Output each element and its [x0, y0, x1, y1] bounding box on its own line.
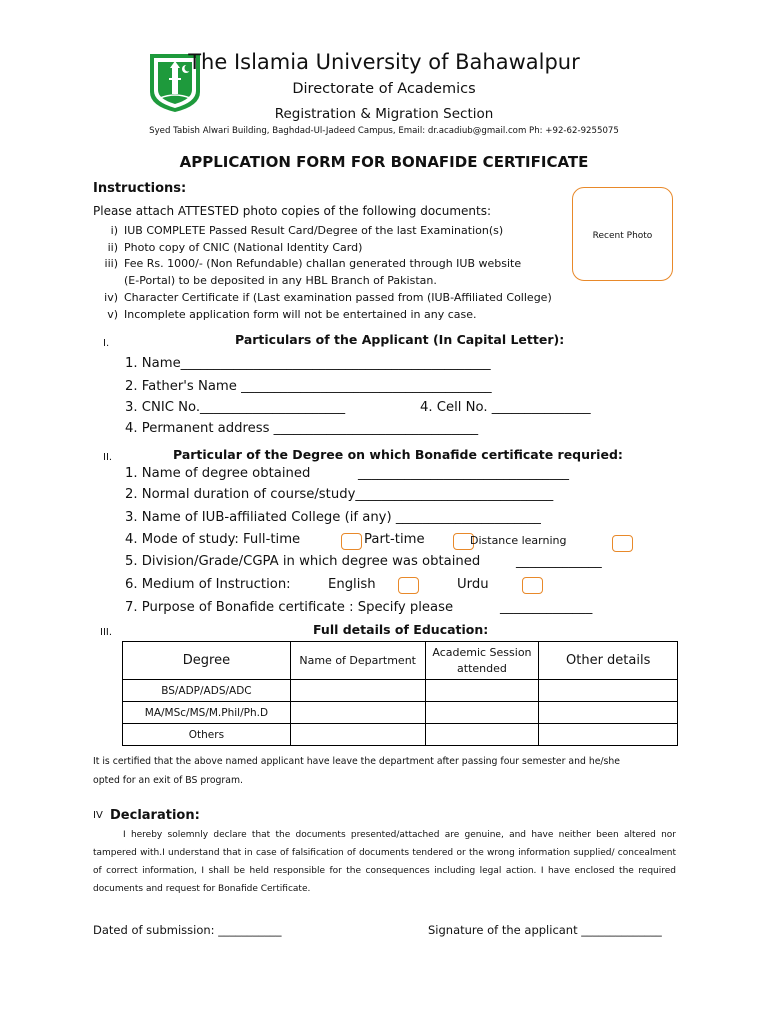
table-header-row	[123, 642, 678, 680]
distance-checkbox[interactable]	[612, 535, 633, 552]
cnic-field[interactable]: 3. CNIC No.______________________	[125, 400, 346, 415]
column-header: Name of Department	[290, 642, 425, 680]
division-field[interactable]: _____________	[516, 554, 602, 569]
degree-label: 1. Name of degree obtained	[125, 466, 311, 481]
mode-label: 4. Mode of study: Full-time	[125, 532, 301, 547]
instruction-item: (E-Portal) to be deposited in any HBL Branch of Pakistan.	[124, 273, 437, 287]
table-row	[123, 724, 678, 746]
column-header: Other details	[539, 642, 678, 680]
table-row	[123, 680, 678, 702]
signature-field[interactable]: Signature of the applicant ______________	[428, 923, 662, 937]
degree-cell: MA/MSc/MS/M.Phil/Ph.D	[123, 702, 291, 724]
urdu-label: Urdu	[457, 577, 489, 592]
certification-line-2: opted for an exit of BS program.	[93, 775, 243, 786]
university-name: The Islamia University of Bahawalpur	[188, 50, 580, 74]
instruction-item: i) IUB COMPLETE Passed Result Card/Degree of the last Examination(s)	[110, 224, 504, 237]
section-2-roman: II.	[103, 452, 113, 463]
instructions-intro: Please attach ATTESTED photo copies of the following documents:	[93, 204, 492, 218]
medium-label: 6. Medium of Instruction:	[125, 577, 291, 592]
session-cell[interactable]	[425, 724, 539, 746]
name-field[interactable]: 1. Name_______________________________________________	[125, 356, 491, 371]
department-cell[interactable]	[290, 680, 425, 702]
submission-date-field[interactable]: Dated of submission: ___________	[93, 923, 282, 937]
english-label: English	[328, 577, 376, 592]
column-header: Academic Session attended	[425, 642, 539, 680]
address-field[interactable]: 4. Permanent address _______________________________	[125, 421, 479, 436]
degree-cell: Others	[123, 724, 291, 746]
department-cell[interactable]	[290, 724, 425, 746]
cell-field[interactable]: 4. Cell No. _______________	[420, 400, 591, 415]
college-field[interactable]: 3. Name of IUB-affiliated College (if any) ______________________	[125, 510, 541, 525]
address-line: Syed Tabish Alwari Building, Baghdad-Ul-Jadeed Campus, Email: dr.acadiub@gmail.com Ph: +92-62-9255075	[149, 126, 619, 136]
section-1-heading: Particulars of the Applicant (In Capital Letter):	[235, 332, 565, 347]
instructions-list	[93, 223, 552, 323]
degree-field[interactable]: ________________________________	[358, 466, 569, 481]
section-2-heading: Particular of the Degree on which Bonafide certificate requried:	[173, 447, 623, 462]
details-cell[interactable]	[539, 702, 678, 724]
section-name: Registration & Migration Section	[274, 106, 494, 122]
degree-cell: BS/ADP/ADS/ADC	[123, 680, 291, 702]
purpose-label: 7. Purpose of Bonafide certificate : Specify please	[125, 600, 454, 615]
education-table	[122, 641, 678, 746]
section-3-heading: Full details of Education:	[313, 622, 489, 637]
details-cell[interactable]	[539, 680, 678, 702]
instruction-item: ii) Photo copy of CNIC (National Identity Card)	[107, 240, 363, 254]
division-label: 5. Division/Grade/CGPA in which degree was obtained	[125, 554, 481, 569]
instruction-item: iv) Character Certificate if (Last examination passed from (IUB-Affiliated College)	[104, 291, 552, 304]
distance-label: Distance learning	[470, 534, 567, 547]
table-row	[123, 702, 678, 724]
instructions-heading: Instructions:	[93, 181, 187, 196]
photo-label: Recent Photo	[592, 231, 653, 241]
session-cell[interactable]	[425, 702, 539, 724]
form-title: APPLICATION FORM FOR BONAFIDE CERTIFICATE	[179, 153, 589, 171]
part-time-label: Part-time	[364, 532, 425, 547]
department-cell[interactable]	[290, 702, 425, 724]
purpose-field[interactable]: ______________	[500, 600, 593, 615]
directorate-name: Directorate of Academics	[292, 81, 476, 97]
father-name-field[interactable]: 2. Father's Name ______________________________________	[125, 379, 492, 394]
details-cell[interactable]	[539, 724, 678, 746]
photo-box[interactable]	[572, 187, 673, 281]
instruction-item: v) Incomplete application form will not be entertained in any case.	[107, 307, 477, 321]
urdu-checkbox[interactable]	[522, 577, 543, 594]
instruction-item: iii) Fee Rs. 1000/- (Non Refundable) challan generated through IUB website	[104, 257, 522, 270]
english-checkbox[interactable]	[398, 577, 419, 594]
duration-field[interactable]: 2. Normal duration of course/study______________________________	[125, 487, 554, 502]
column-header: Degree	[123, 642, 291, 680]
session-cell[interactable]	[425, 680, 539, 702]
section-1-roman: I.	[103, 338, 110, 349]
section-4-roman: IV	[93, 810, 103, 821]
declaration-text: I hereby solemnly declare that the documents presented/attached are genuine, and have neither been altered nor tampered with.I understand that in case of falsification of documents tendered or the wrong information supplied/ concealment of correct information, I shall be held responsible for the consequences including legal action. I have enclosed the required documents and request for Bonafide Certificate.	[93, 830, 676, 894]
full-time-checkbox[interactable]	[341, 533, 362, 550]
certification-line-1: It is certified that the above named applicant have leave the department after passing four semester and he/she	[93, 756, 621, 767]
declaration-heading: Declaration:	[110, 808, 200, 823]
section-3-roman: III.	[100, 627, 113, 638]
